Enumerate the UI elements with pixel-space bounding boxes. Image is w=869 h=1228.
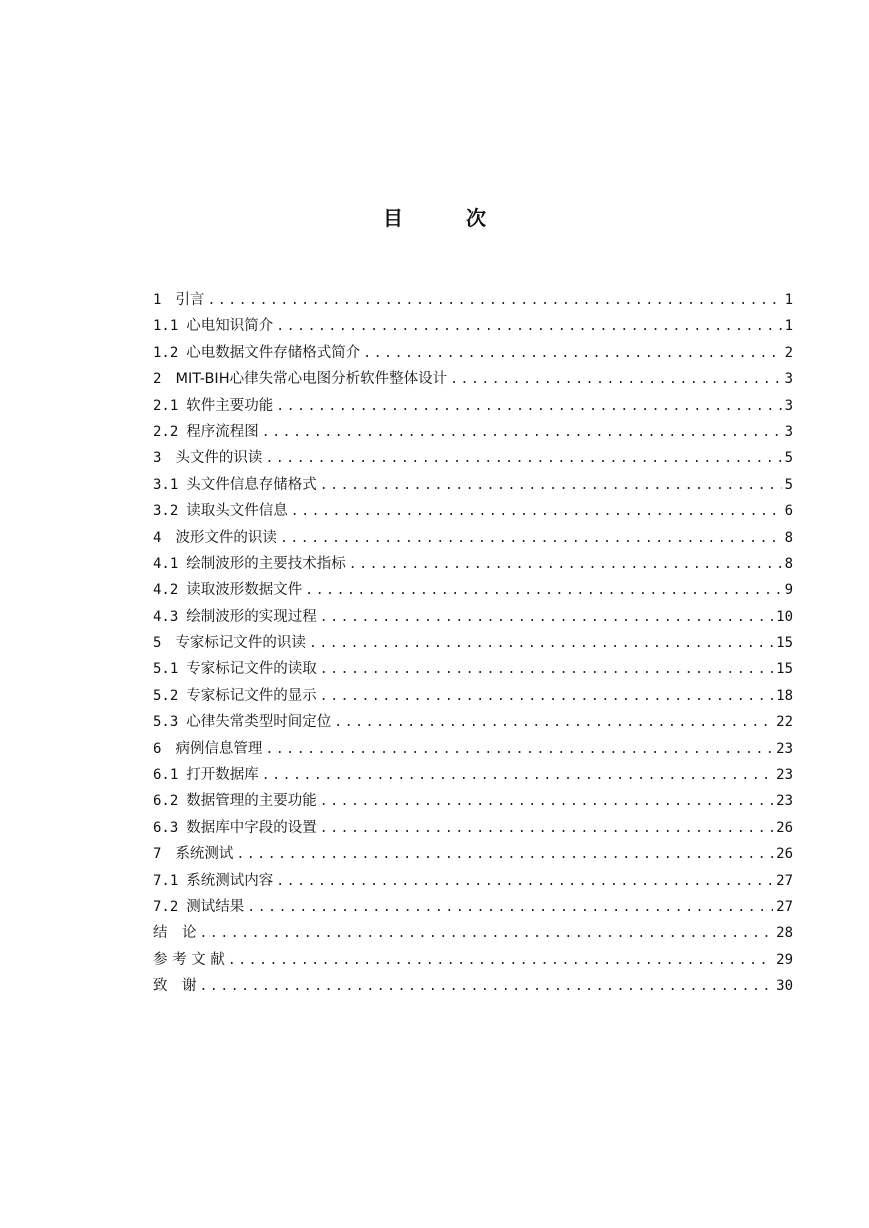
toc-entry-title: 程序流程图 [186, 423, 259, 440]
toc-entry[interactable] [153, 656, 793, 682]
toc-entry-title: 打开数据库 [186, 767, 259, 784]
toc-dot-leader [200, 974, 774, 1000]
toc-entry[interactable] [153, 472, 793, 498]
toc-dot-leader [207, 288, 781, 314]
toc-entry-title: 专家标记文件的读取 [186, 661, 317, 678]
toc-entry-page: 26 [776, 846, 793, 863]
toc-entry[interactable] [153, 498, 793, 524]
toc-dot-leader [320, 684, 773, 710]
toc-entry-number: 4.1 [153, 555, 179, 572]
toc-entry-page: 6 [784, 503, 793, 520]
toc-entry-page: 5 [784, 476, 793, 493]
toc-entry[interactable] [153, 393, 793, 419]
toc-entry-title: 头文件的识读 [175, 450, 263, 467]
toc-entry[interactable] [153, 445, 793, 471]
toc-entry-page: 3 [784, 371, 793, 388]
toc-entry-title: 专家标记文件的显示 [186, 687, 317, 704]
toc-entry-page: 8 [784, 529, 793, 546]
toc-entry-title: 测试结果 [186, 898, 245, 915]
toc-dot-leader [262, 420, 782, 446]
toc-entry-page: 2 [784, 344, 793, 361]
toc-entry-number: 6.2 [153, 793, 179, 810]
toc-entry-number: 7 [153, 846, 162, 863]
toc-entry-number: 3.2 [153, 503, 179, 520]
toc-entry-number: 1 [153, 292, 162, 308]
toc-dot-leader [305, 578, 781, 604]
toc-entry-number: 5.2 [153, 687, 179, 704]
toc-dot-leader [363, 341, 781, 367]
toc-entry[interactable] [153, 973, 793, 999]
toc-entry[interactable] [153, 630, 793, 656]
toc-dot-leader [236, 842, 773, 868]
toc-dot-leader [291, 499, 782, 525]
toc-entry-title: 心律失常类型时间定位 [186, 714, 332, 731]
toc-entry[interactable] [153, 762, 793, 788]
toc-entry-number: 5 [153, 635, 162, 652]
toc-entry[interactable] [153, 551, 793, 577]
toc-entry-page: 27 [776, 898, 793, 915]
toc-dot-leader [320, 473, 782, 499]
toc-entry-page: 9 [784, 582, 793, 599]
toc-entry-number: 2.2 [153, 423, 179, 440]
toc-entry[interactable] [153, 287, 793, 313]
toc-entry-page: 23 [776, 740, 793, 757]
page-title: 目 次 [383, 206, 514, 230]
toc-dot-leader [265, 737, 773, 763]
toc-entry-title: 病例信息管理 [175, 740, 263, 757]
toc-entry-number: 2 [153, 371, 162, 388]
toc-entry[interactable] [153, 577, 793, 603]
toc-entry-page: 5 [784, 450, 793, 467]
toc-entry[interactable] [153, 419, 793, 445]
toc-entry-title: 心电知识简介 [186, 318, 274, 335]
toc-entry-page: 1 [784, 292, 793, 308]
toc-entry[interactable] [153, 340, 793, 366]
toc-entry-number: 1.1 [153, 318, 179, 335]
toc-entry-page: 23 [776, 767, 793, 784]
toc-entry-page: 8 [784, 555, 793, 572]
toc-entry-title: 系统测试 [175, 846, 234, 863]
toc-entry[interactable] [153, 894, 793, 920]
toc-dot-leader [320, 789, 773, 815]
toc-entry[interactable] [153, 815, 793, 841]
toc-dot-leader [320, 816, 773, 842]
toc-dot-leader [349, 552, 782, 578]
toc-entry-page: 23 [776, 793, 793, 810]
toc-entry-page: 28 [776, 925, 793, 942]
toc-dot-leader [320, 605, 773, 631]
toc-entry-page: 1 [784, 318, 793, 335]
toc-entry[interactable] [153, 525, 793, 551]
toc-entry[interactable] [153, 709, 793, 735]
toc-dot-leader [320, 657, 773, 683]
toc-entry-number: 4.2 [153, 582, 179, 599]
toc-entry[interactable] [153, 366, 793, 392]
toc-entry-page: 22 [776, 714, 793, 731]
toc-dot-leader [200, 921, 774, 947]
toc-entry-number: 6.3 [153, 819, 179, 836]
toc-entry-title: 引言 [175, 292, 205, 308]
toc-entry-title: 结 论 [153, 925, 197, 942]
toc-entry-title: 专家标记文件的识读 [175, 635, 306, 652]
toc-entry[interactable] [153, 313, 793, 339]
toc-entry-page: 3 [784, 397, 793, 414]
toc-entry-number: 7.2 [153, 898, 179, 915]
toc-entry-title: 软件主要功能 [186, 397, 274, 414]
toc-entry-number: 3 [153, 450, 162, 467]
toc-entry-number: 1.2 [153, 344, 179, 361]
toc-entry[interactable] [153, 920, 793, 946]
toc-entry-title: 数据库中字段的设置 [186, 819, 317, 836]
toc-entry-title: 波形文件的识读 [175, 529, 277, 546]
toc-entry-number: 6.1 [153, 767, 179, 784]
toc-dot-leader [276, 869, 773, 895]
toc-entry-number: 5.3 [153, 714, 179, 731]
toc-entry-number: 2.1 [153, 397, 179, 414]
toc-entry-title: 数据管理的主要功能 [186, 793, 317, 810]
toc-entry-title: MIT-BIH心律失常心电图分析软件整体设计 [175, 371, 448, 388]
toc-dot-leader [262, 763, 773, 789]
toc-entry-title: 致 谢 [153, 978, 197, 995]
toc-entry-page: 29 [776, 951, 793, 968]
toc-entry-page: 15 [776, 661, 793, 678]
toc-entry-title: 绘制波形的主要技术指标 [186, 555, 346, 572]
toc-entry-title: 读取波形数据文件 [186, 582, 303, 599]
toc-entry[interactable] [153, 788, 793, 814]
toc-entry[interactable] [153, 947, 793, 973]
toc-entry[interactable] [153, 868, 793, 894]
toc-entry-page: 30 [776, 978, 793, 995]
toc-entry-number: 7.1 [153, 872, 179, 889]
toc-entry-number: 3.1 [153, 476, 179, 493]
toc-entry-title: 参 考 文 献 [153, 951, 225, 968]
toc-dot-leader [280, 526, 782, 552]
toc-dot-leader [276, 314, 781, 340]
toc-entry-title: 头文件信息存储格式 [186, 476, 317, 493]
toc-entry-page: 10 [776, 608, 793, 625]
toc-dot-leader [276, 394, 781, 420]
toc-entry-page: 18 [776, 687, 793, 704]
toc-entry-number: 4 [153, 529, 162, 546]
toc-entry-title: 读取头文件信息 [186, 503, 288, 520]
toc-entry-page: 3 [784, 423, 793, 440]
toc-entry-page: 15 [776, 635, 793, 652]
toc-entry-number: 4.3 [153, 608, 179, 625]
toc-entry-number: 6 [153, 740, 162, 757]
toc-entry-title: 绘制波形的实现过程 [186, 608, 317, 625]
toc-dot-leader [265, 446, 781, 472]
table-of-contents [153, 287, 793, 1000]
toc-entry-number: 5.1 [153, 661, 179, 678]
toc-entry-title: 系统测试内容 [186, 872, 274, 889]
toc-entry[interactable] [153, 604, 793, 630]
toc-entry[interactable] [153, 683, 793, 709]
toc-entry-page: 27 [776, 872, 793, 889]
toc-entry-title: 心电数据文件存储格式简介 [186, 344, 361, 361]
toc-dot-leader [228, 948, 773, 974]
toc-entry[interactable] [153, 841, 793, 867]
toc-dot-leader [309, 631, 773, 657]
toc-entry[interactable] [153, 736, 793, 762]
toc-dot-leader [450, 367, 781, 393]
toc-dot-leader [247, 895, 773, 921]
toc-dot-leader [334, 710, 773, 736]
toc-entry-page: 26 [776, 819, 793, 836]
